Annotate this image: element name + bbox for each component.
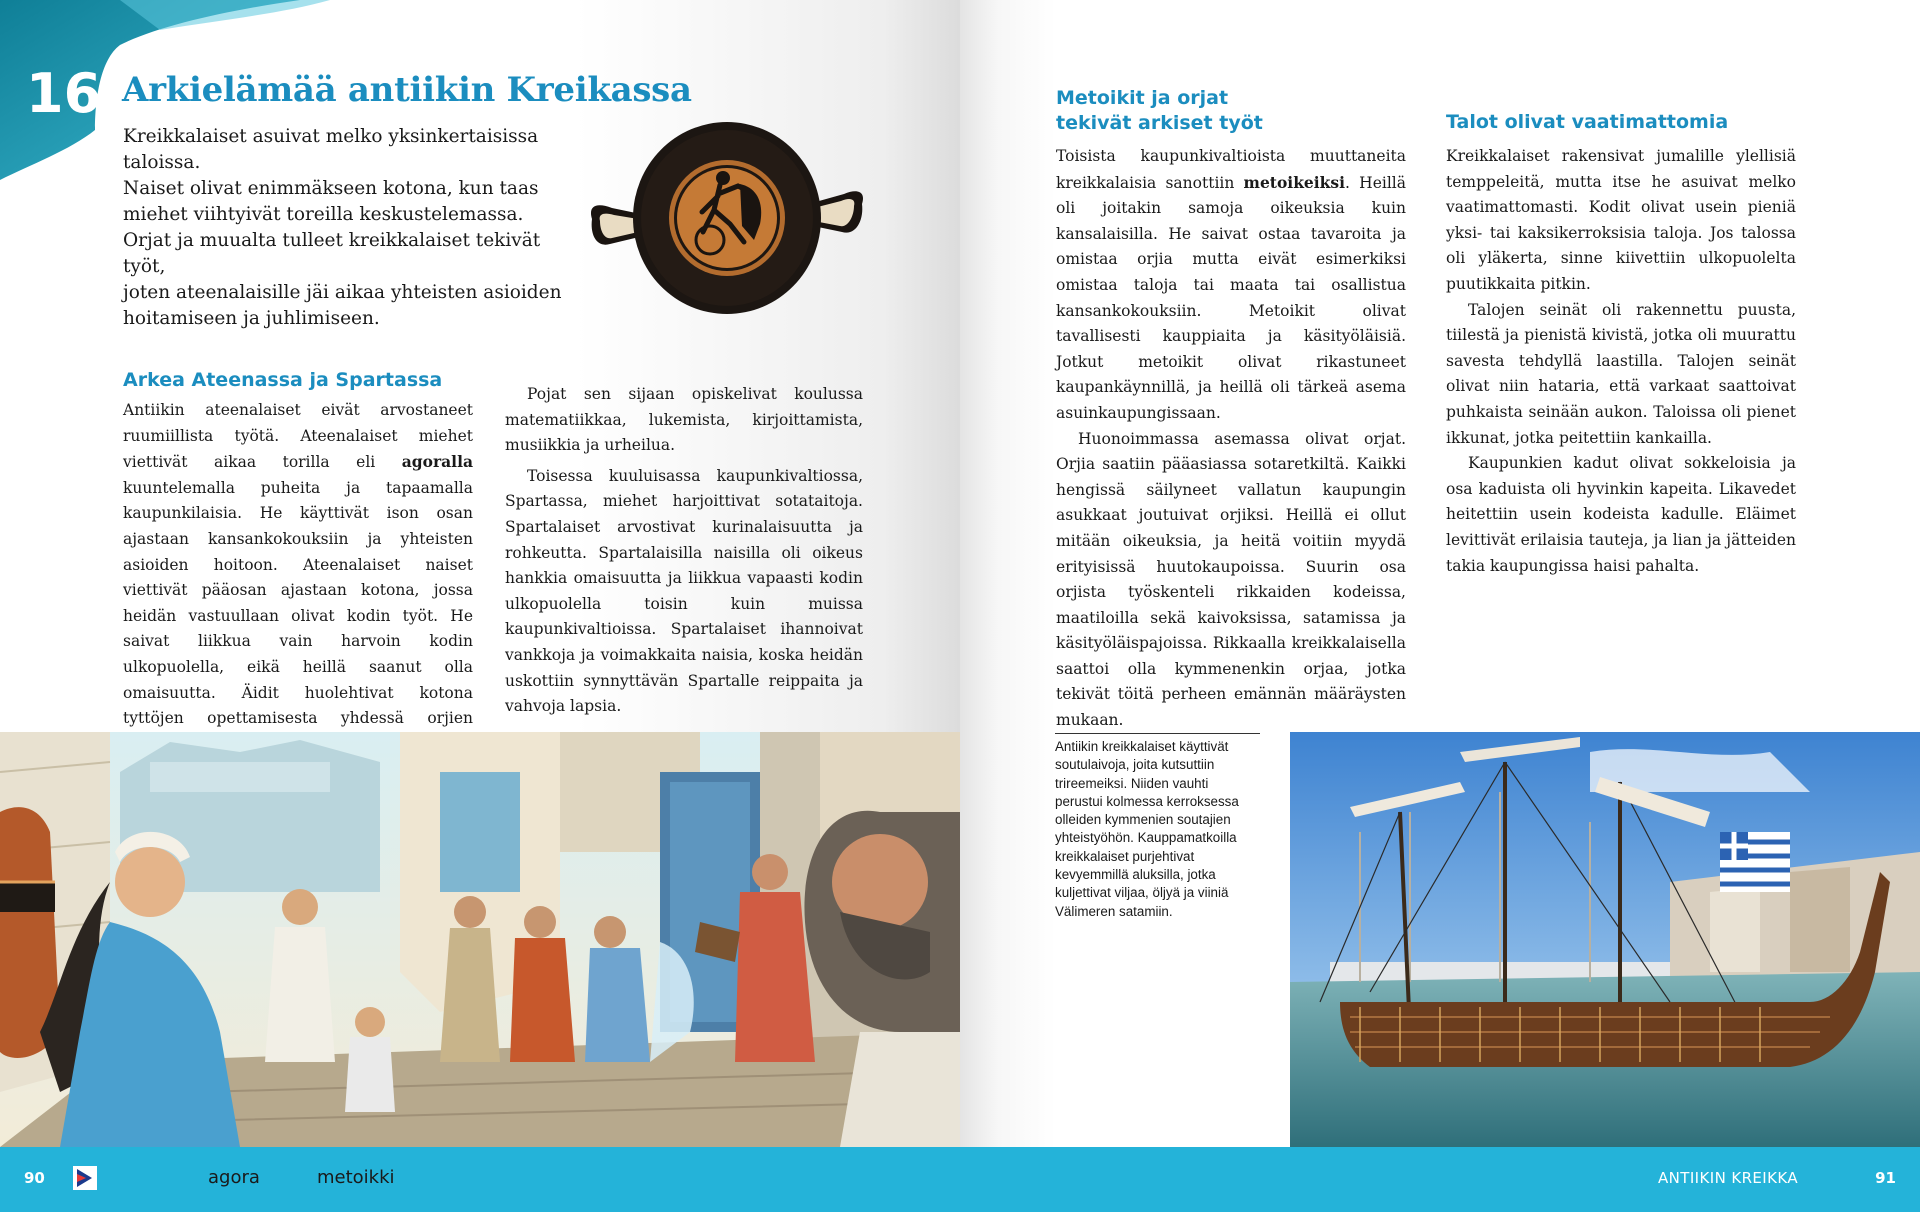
footer-section-label: ANTIIKIN KREIKKA	[1658, 1169, 1798, 1187]
text-span: Antiikin ateenalaiset eivät arvostaneet ruumiillista työtä. Ateenalaiset miehet viettivät aikaa torilla eli	[123, 401, 473, 472]
heading-line: tekivät arkiset työt	[1056, 112, 1263, 134]
paragraph: Pojat sen sijaan opiskelivat koulussa matematiikkaa, lukemista, kirjoittamista, musiikkia ja urheilua.	[505, 385, 863, 455]
footer-glossary-metoikki: metoikki	[317, 1167, 395, 1188]
paragraph: Talojen seinät oli rakennettu puusta, tiilestä ja pienistä kivistä, jotka oli muurattu savesta tehdyllä laastilla. Talojen seinät olivat niin hataria, että varkaat saattoivat puhkaista seinään aukon. Taloissa oli pienet ikkunat, jotka peitettiin kankailla.	[1446, 300, 1796, 447]
kylix-vase-icon	[582, 114, 872, 324]
publisher-logo-icon	[73, 1166, 97, 1190]
footer-right	[960, 1147, 1920, 1212]
caption-line: yhteistyöhön. Kauppamatkoilla	[1055, 830, 1237, 846]
chapter-intro	[123, 124, 573, 332]
text-span: Toisista kaupunkivaltioista muuttaneita kreikkalaisia sanottiin	[1056, 147, 1406, 192]
text-span: . Heillä oli joitakin samoja oikeuksia kuin kansalaisilla. He saivat ostaa tavaroita ja omistaa orjia mutta eivät esimerkiksi omistaa taloja tai maata tai osallistua kansankokouksiin. Metoikit olivat tavallisesti kauppiaita ja käsityöläisiä. Jotkut metoikit olivat rikastuneet kaupankäynnillä, ja heillä oli tärkeä asema asuinkaupungissaan.	[1056, 173, 1406, 422]
intro-line: Kreikkalaiset asuivat melko yksinkertaisissa taloissa.	[123, 126, 539, 173]
trireme-caption	[1055, 733, 1260, 921]
page-number-left: 90	[24, 1169, 45, 1187]
ancient-street-illustration	[0, 732, 960, 1147]
trireme-ship-photo	[1290, 732, 1920, 1147]
footer-left	[0, 1147, 960, 1212]
chapter-title: Arkielämää antiikin Kreikassa	[122, 70, 692, 110]
section-heading-houses: Talot olivat vaatimattomia	[1446, 111, 1729, 133]
caption-line: kreikkalaiset purjehtivat	[1055, 848, 1195, 864]
caption-line: Antiikin kreikkalaiset käyttivät	[1055, 739, 1229, 754]
caption-line: perustui kolmessa kerroksessa	[1055, 793, 1239, 809]
caption-line: trireemeiksi. Niiden vauhti	[1055, 775, 1209, 791]
caption-line: kevyemmillä aluksilla, jotka	[1055, 867, 1216, 883]
footer-glossary-agora: agora	[208, 1167, 260, 1188]
page-number-right: 91	[1875, 1169, 1896, 1187]
athens-column-2	[505, 382, 863, 720]
chapter-number: 16	[26, 62, 102, 125]
paragraph	[1056, 144, 1406, 427]
intro-line: Naiset olivat enimmäkseen kotona, kun taas	[123, 178, 539, 199]
metics-column	[1056, 86, 1406, 734]
heading-line: Metoikit ja orjat	[1056, 87, 1229, 109]
intro-line: Orjat ja muualta tulleet kreikkalaiset tekivät työt,	[123, 230, 541, 277]
caption-line: soutulaivoja, joita kutsuttiin	[1055, 757, 1215, 773]
intro-line: joten ateenalaisille jäi aikaa yhteisten asioiden	[123, 282, 562, 303]
paragraph: Huonoimmassa asemassa olivat orjat. Orjia saatiin pääasiassa sotaretkiltä. Kaikki hengissä säilyneet vallatun kaupungin asukkaat joutuivat orjiksi. Heillä ei ollut mitään oikeuksia, ja heitä voitiin myydä erityisissä huutokaupoissa. Suurin osa orjista työskenteli rikkaiden kodeissa, maatiloilla sekä kaivoksissa, satamissa ja käsityöläispajoissa. Rikkaalla kreikkalaisella saattoi olla kymmenenkin orjaa, jotka tekivät töitä perheen emännän määräysten mukaan.	[1056, 429, 1406, 730]
paragraph	[123, 398, 473, 757]
intro-line: hoitamiseen ja juhlimiseen.	[123, 308, 380, 329]
caption-line: olleiden kymmenien soutajien	[1055, 812, 1231, 828]
paragraph: Kaupunkien kadut olivat sokkeloisia ja osa kaduista oli hyvinkin kapeita. Likavedet heitettiin usein kodeista kadulle. Eläimet levittivät erilaisia tauteja, ja lian ja jätteiden takia kaupungissa haisi pahalta.	[1446, 454, 1796, 575]
athens-column-1	[123, 368, 473, 757]
caption-line: kuljettivat viljaa, öljyä ja viiniä	[1055, 885, 1229, 901]
glossary-term-agora: agoralla	[401, 452, 473, 472]
paragraph: Toisessa kuuluisassa kaupunkivaltiossa, Spartassa, miehet harjoittivat sotataitoja. Spartalaiset arvostivat kurinalaisuutta ja rohkeutta. Spartalaisilla naisilla oli oikeus hankkia omaisuutta ja liikkua vapaasti kodin ulkopuolella toisin kuin muissa kaupunkivaltioissa. Spartalaiset ihannoivat vankkoja ja voimakkaita naisia, koska heidän uskottiin synnyttävän Spartalle reippaita ja vahvoja lapsia.	[505, 466, 863, 716]
paragraph: Kreikkalaiset rakensivat jumalille ylellisiä temppeleitä, mutta itse he asuivat melko vaatimattomasti. Kodit olivat usein pieniä yksi- tai kaksikerroksisia taloja. Jos talossa oli yläkerta, sinne kiivettiin ulkopuolelta puutikkaita pitkin.	[1446, 147, 1796, 293]
houses-column	[1446, 110, 1796, 579]
intro-line: miehet viihtyivät toreilla keskustelemassa.	[123, 204, 524, 225]
glossary-term-metoikeiksi: metoikeiksi	[1243, 172, 1346, 192]
section-heading-athens-sparta: Arkea Ateenassa ja Spartassa	[123, 369, 443, 391]
text-span: kuuntelemalla puheita ja tapaamalla kaupunkilaisia. He käyttivät ison osan ajastaan kansankokouksiin ja yhteisten asioiden hoitoon. Ateenalaiset naiset viettivät pääosan ajastaan kotona, jossa heidän vastuullaan olivat kodin työt. He saivat liikkua vain harvoin kodin ulkopuolella, eikä heillä saanut olla omaisuutta. Äidit huolehtivat kotona tyttöjen opettamisesta yhdessä orjien	[123, 478, 473, 728]
caption-line: Välimeren satamiin.	[1055, 903, 1173, 919]
section-heading-metics	[1056, 86, 1406, 136]
